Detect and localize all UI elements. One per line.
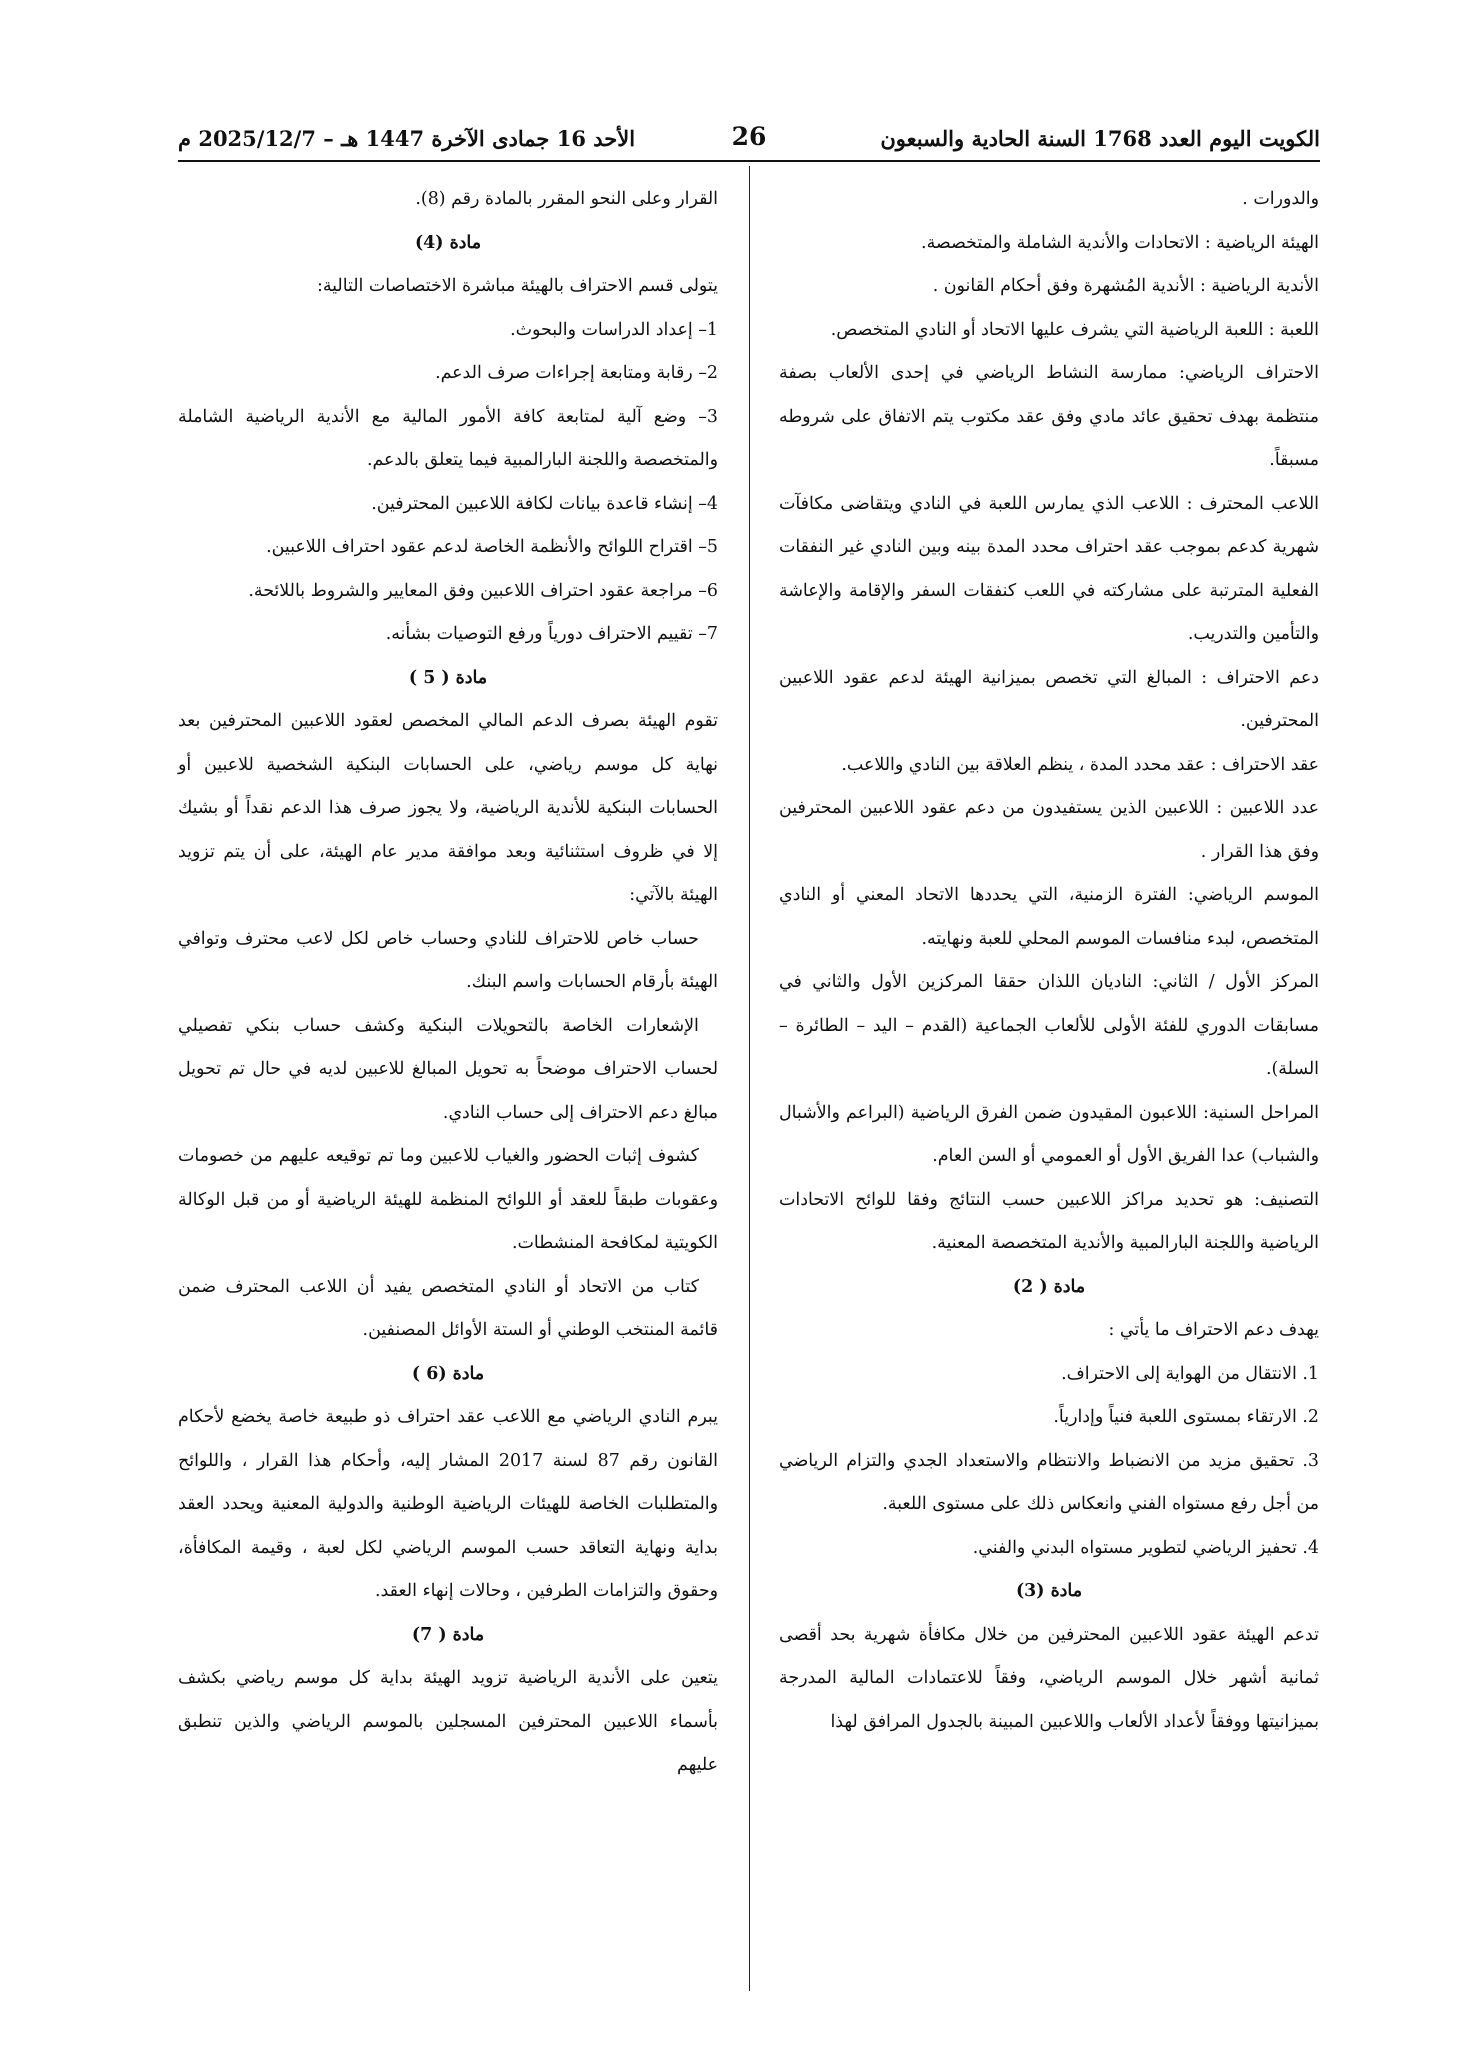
paragraph: 1. الانتقال من الهواية إلى الاحتراف.	[1061, 1363, 1319, 1384]
paragraph: اللعبة : اللعبة الرياضية التي يشرف عليها الاتحاد أو النادي المتخصص.	[830, 319, 1319, 340]
left-column	[178, 178, 718, 1788]
paragraph: المركز الأول / الثاني: الناديان اللذان حققا المركزين الأول والثاني في مسابقات الدوري للفئة الأولى للألعاب الجماعية (القدم – اليد – الطائرة – السلة).	[779, 972, 1319, 1079]
paragraph: حساب خاص للاحتراف للنادي وحساب خاص لكل لاعب محترف وتوافي الهيئة بأرقام الحسابات واسم البنك.	[178, 928, 718, 992]
paragraph: التصنيف: هو تحديد مراكز اللاعبين حسب النتائج وفقا للوائح الاتحادات الرياضية واللجنة البارالمبية والأندية المتخصصة المعنية.	[779, 1189, 1319, 1253]
paragraph: 2. الارتقاء بمستوى اللعبة فنياً وإدارياً.	[1053, 1407, 1319, 1427]
paragraph: يهدف دعم الاحتراف ما يأتي :	[1108, 1320, 1319, 1340]
page-number: 26	[731, 122, 767, 151]
paragraph: يتولى قسم الاحتراف بالهيئة مباشرة الاختصاصات التالية:	[316, 276, 718, 296]
paragraph: تدعم الهيئة عقود اللاعبين المحترفين من خلال مكافأة شهرية بحد أقصى ثمانية أشهر خلال الموسم الرياضي، وفقاً للاعتمادات المالية المدرجة بميزانيتها ووفقاً لأعداد الألعاب واللاعبين المبينة بالجدول المرافق لهذا	[779, 1624, 1319, 1732]
paragraph: المراحل السنية: اللاعبون المقيدون ضمن الفرق الرياضية (البراعم والأشبال والشباب) عدا الفريق الأول أو العمومي أو السن العام.	[779, 1102, 1319, 1166]
paragraph: يبرم النادي الرياضي مع اللاعب عقد احتراف ذو طبيعة خاصة يخضع لأحكام القانون رقم 87 لسنة 2017 المشار إليه، وأحكام هذا القرار ، واللوائح والمتطلبات الخاصة للهيئات الرياضية الوطنية والدولية المعنية ويحدد العقد بداية ونهاية التعاقد حسب الموسم الرياضي لكل لعبة ، وقيمة المكافأة، وحقوق والتزامات الطرفين ، وحالات إنهاء العقد.	[178, 1407, 718, 1601]
issue-date: الأحد 16 جمادى الآخرة 1447 هـ – 2025/12/7 م	[178, 126, 636, 151]
paragraph: 4– إنشاء قاعدة بيانات لكافة اللاعبين المحترفين.	[371, 493, 718, 514]
paragraph: الأندية الرياضية : الأندية المُشهرة وفق أحكام القانون .	[932, 276, 1319, 296]
gazette-issue: الكويت اليوم العدد 1768 السنة الحادية والسبعون	[880, 126, 1320, 151]
column-divider	[749, 166, 750, 1991]
article-heading: مادة ( 7)	[411, 1624, 485, 1645]
paragraph: 5– اقتراح اللوائح والأنظمة الخاصة لدعم عقود احتراف اللاعبين.	[266, 537, 718, 557]
paragraph: 1– إعداد الدراسات والبحوث.	[510, 319, 718, 340]
paragraph: الاحتراف الرياضي: ممارسة النشاط الرياضي في إحدى الألعاب بصفة منتظمة بهدف تحقيق عائد مادي وفق عقد مكتوب يتم الاتفاق على شروطه مسبقاً.	[779, 363, 1319, 470]
paragraph: 3– وضع آلية لمتابعة كافة الأمور المالية مع الأندية الرياضية الشاملة والمتخصصة واللجنة البارالمبية فيما يتعلق بالدعم.	[178, 406, 718, 470]
paragraph: يتعين على الأندية الرياضية تزويد الهيئة بداية كل موسم رياضي بكشف بأسماء اللاعبين المحترفين المسجلين بالموسم الرياضي والذين تنطبق عليهم	[178, 1668, 718, 1775]
article-heading: مادة (6 )	[411, 1363, 485, 1384]
paragraph: كتاب من الاتحاد أو النادي المتخصص يفيد أن اللاعب المحترف ضمن قائمة المنتخب الوطني أو الستة الأوائل المصنفين.	[178, 1276, 718, 1340]
paragraph: 4. تحفيز الرياضي لتطوير مستواه البدني والفني.	[972, 1537, 1319, 1558]
page-header	[178, 122, 1320, 158]
paragraph: الإشعارات الخاصة بالتحويلات البنكية وكشف حساب بنكي تفصيلي لحساب الاحتراف موضحاً به تحويل المبالغ للاعبين لديه في حال تم تحويل مبالغ دعم الاحتراف إلى حساب النادي.	[178, 1015, 718, 1123]
paragraph: القرار وعلى النحو المقرر بالمادة رقم (8).	[415, 189, 718, 209]
paragraph: كشوف إثبات الحضور والغياب للاعبين وما تم توقيعه عليهم من خصومات وعقوبات طبقاً للعقد أو اللوائح المنظمة للهيئة الرياضية أو من قبل الوكالة الكويتية لمكافحة المنشطات.	[178, 1146, 718, 1253]
paragraph: دعم الاحتراف : المبالغ التي تخصص بميزانية الهيئة لدعم عقود اللاعبين المحترفين.	[779, 667, 1319, 731]
article-heading: مادة (3)	[1015, 1581, 1083, 1601]
paragraph: عدد اللاعبين : اللاعبين الذين يستفيدون من دعم عقود اللاعبين المحترفين وفق هذا القرار .	[779, 798, 1319, 862]
paragraph: 6– مراجعة عقود احتراف اللاعبين وفق المعايير والشروط باللائحة.	[248, 580, 718, 601]
header-rule	[178, 160, 1320, 162]
paragraph: عقد الاحتراف : عقد محدد المدة ، ينظم العلاقة بين النادي واللاعب.	[841, 754, 1319, 775]
right-column	[779, 178, 1319, 1744]
paragraph: 7– تقييم الاحتراف دورياً ورفع التوصيات بشأنه.	[385, 624, 718, 644]
paragraph: الموسم الرياضي: الفترة الزمنية، التي يحددها الاتحاد المعني أو النادي المتخصص، لبدء منافسات الموسم المحلي للعبة ونهايته.	[779, 885, 1319, 949]
paragraph: 2– رقابة ومتابعة إجراءات صرف الدعم.	[435, 363, 718, 383]
article-heading: مادة (4)	[414, 232, 482, 253]
paragraph: تقوم الهيئة بصرف الدعم المالي المخصص لعقود اللاعبين المحترفين بعد نهاية كل موسم رياضي، على الحسابات البنكية الشخصية للاعبين أو الحسابات البنكية للأندية الرياضية، ولا يجوز صرف هذا الدعم نقداً أو بشيك إلا في ظروف استثنائية وبعد موافقة مدير عام الهيئة، على أن يتم تزويد الهيئة بالآتي:	[178, 711, 718, 905]
paragraph: اللاعب المحترف : اللاعب الذي يمارس اللعبة في النادي ويتقاضى مكافآت شهرية كدعم بموجب عقد احتراف محدد المدة بينه وبين النادي غير النفقات الفعلية المترتبة على مشاركته في اللعب كنفقات السفر والإقامة والإعاشة والتأمين والتدريب.	[779, 493, 1319, 644]
paragraph: والدورات .	[1242, 189, 1319, 209]
paragraph: الهيئة الرياضية : الاتحادات والأندية الشاملة والمتخصصة.	[921, 232, 1319, 253]
article-heading: مادة ( 2)	[1012, 1276, 1086, 1297]
paragraph: 3. تحقيق مزيد من الانضباط والانتظام والاستعداد الجدي والتزام الرياضي من أجل رفع مستواه الفني وانعكاس ذلك على مستوى اللعبة.	[779, 1450, 1319, 1514]
article-heading: مادة ( 5 )	[408, 667, 488, 688]
